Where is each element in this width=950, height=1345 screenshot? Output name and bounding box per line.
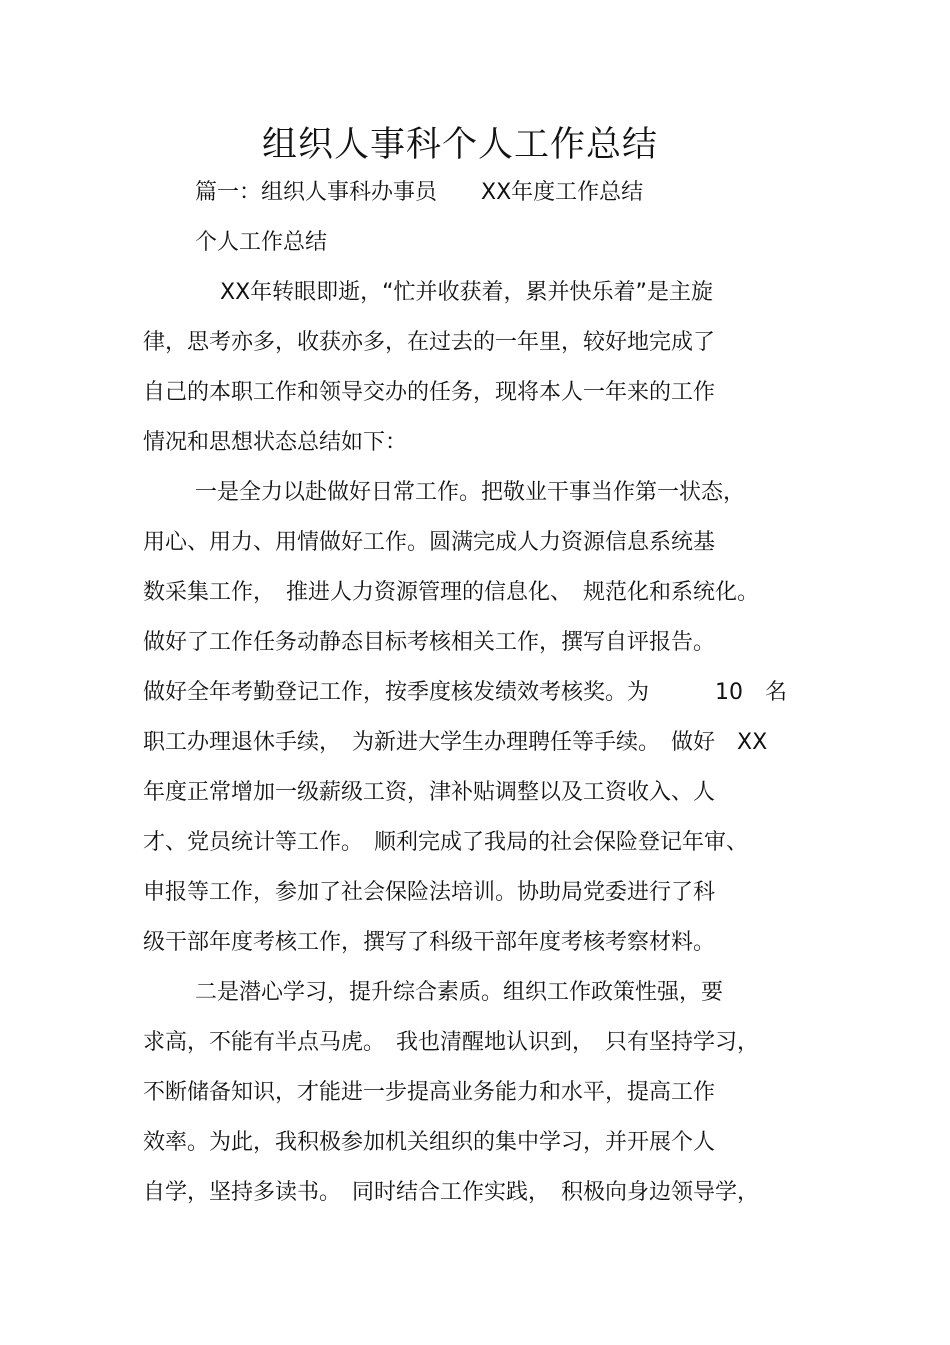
- paragraph-line: 才、党员统计等工作。 顺利完成了我局的社会保险登记年审、: [143, 830, 749, 855]
- paragraph-line: 自学，坚持多读书。 同时结合工作实践， 积极向身边领导学，: [143, 1180, 760, 1205]
- paragraph-line: 做好全年考勤登记工作，按季度核发绩效考核奖。为 10 名: [143, 680, 787, 705]
- document-title: 组织人事科个人工作总结: [261, 125, 658, 165]
- paragraph-line: 二是潜心学习，提升综合素质。组织工作政策性强，要: [195, 980, 724, 1005]
- paragraph-line: 申报等工作，参加了社会保险法培训。协助局党委进行了科: [143, 880, 716, 905]
- paragraph-line: 一是全力以赴做好日常工作。把敬业干事当作第一状态，: [195, 480, 746, 505]
- paragraph-line: 律，思考亦多，收获亦多，在过去的一年里，较好地完成了: [143, 330, 716, 355]
- section-heading: 个人工作总结: [195, 230, 328, 255]
- paragraph-line: 级干部年度考核工作，撰写了科级干部年度考核考察材料。: [143, 930, 716, 955]
- paragraph-line: 做好了工作任务动静态目标考核相关工作，撰写自评报告。: [143, 630, 716, 655]
- paragraph-line: 不断储备知识，才能进一步提高业务能力和水平，提高工作: [143, 1080, 716, 1105]
- paragraph-line: 求高，不能有半点马虎。 我也清醒地认识到， 只有坚持学习，: [143, 1030, 760, 1055]
- paragraph-line: 情况和思想状态总结如下：: [143, 430, 408, 455]
- paragraph-line: 年度正常增加一级薪级工资，津补贴调整以及工资收入、人: [143, 780, 716, 805]
- paragraph-line: 职工办理退休手续， 为新进大学生办理聘任等手续。 做好 XX: [143, 730, 768, 755]
- document-subtitle: 篇一：组织人事科办事员 XX年度工作总结: [195, 180, 644, 205]
- paragraph-line: 效率。为此，我积极参加机关组织的集中学习，并开展个人: [143, 1130, 716, 1155]
- paragraph-line: 用心、用力、用情做好工作。圆满完成人力资源信息系统基: [143, 530, 716, 555]
- paragraph-line: 自己的本职工作和领导交办的任务，现将本人一年来的工作: [143, 380, 716, 405]
- paragraph-line: 数采集工作， 推进人力资源管理的信息化、 规范化和系统化。: [143, 580, 760, 605]
- paragraph-line: XX年转眼即逝，“忙并收获着，累并快乐着”是主旋: [220, 280, 713, 305]
